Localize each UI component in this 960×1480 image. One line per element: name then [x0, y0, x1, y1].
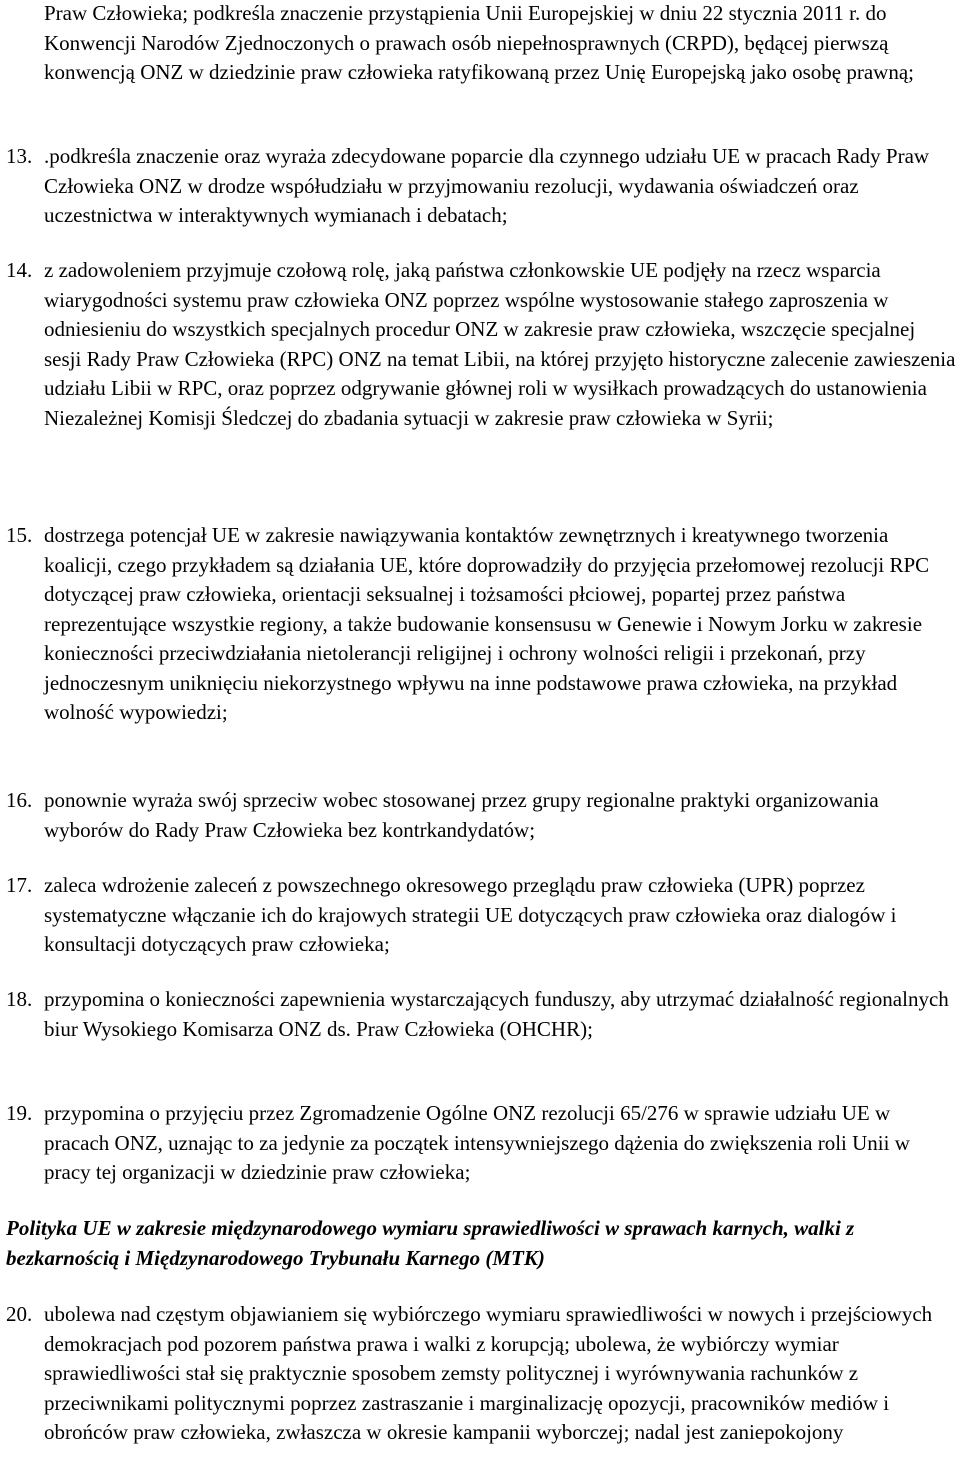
list-item-19: [6, 1099, 956, 1188]
list-item-17: [6, 871, 956, 960]
item-number: 14.: [6, 258, 33, 282]
item-number: 17.: [6, 873, 33, 897]
list-item-16: [6, 786, 956, 845]
section-heading: Polityka UE w zakresie międzynarodowego wymiaru sprawiedliwości w sprawach karnych, walki z bezkarnością i Międzynarodowego Trybunału Karnego (MTK): [6, 1216, 855, 1270]
item-number: 19.: [6, 1101, 33, 1125]
item-text: .podkreśla znaczenie oraz wyraża zdecydowane poparcie dla czynnego udziału UE w pracach Rady Praw Człowieka ONZ w drodze współudziału w przyjmowaniu rezolucji, wydawania oświadczeń oraz uczestnictwa w interaktywnych wymianach i debatach;: [44, 144, 930, 227]
item-text: ubolewa nad częstym objawianiem się wybiórczego wymiaru sprawiedliwości w nowych i przejściowych demokracjach pod pozorem państwa prawa i walki z korupcją; ubolewa, że wybiórczy wymiar sprawiedliwości stał się praktycznie sposobem zemsty politycznej i wyrównywania rachunków z przeciwnikami politycznymi poprzez zastraszanie i marginalizację opozycji, pracowników mediów i obrońców praw człowieka, zwłaszcza w okresie kampanii wyborczej; nadal jest zaniepokojony: [44, 1302, 933, 1444]
list-item-13: [6, 142, 956, 231]
item-text: dostrzega potencjał UE w zakresie nawiązywania kontaktów zewnętrznych i kreatywnego tworzenia koalicji, czego przykładem są działania UE, które doprowadziły do przyjęcia przełomowej rezolucji RPC dotyczącej praw człowieka, orientacji seksualnej i tożsamości płciowej, popartej przez państwa reprezentujące wszystkie regiony, a także budowanie konsensusu w Genewie i Nowym Jorku w zakresie konieczności przeciwdziałania nietolerancji religijnej i ochrony wolności religii i przekonań, przy jednoczesnym uniknięciu niekorzystnego wpływu na inne podstawowe prawa człowieka, na przykład wolność wypowiedzi;: [44, 523, 930, 724]
item-text: przypomina o konieczności zapewnienia wystarczających funduszy, aby utrzymać działalność regionalnych biur Wysokiego Komisarza ONZ ds. Praw Człowieka (OHCHR);: [44, 987, 949, 1041]
item-number: 18.: [6, 987, 33, 1011]
item-text: z zadowoleniem przyjmuje czołową rolę, jaką państwa członkowskie UE podjęły na rzecz wsparcia wiarygodności systemu praw człowieka ONZ poprzez wspólne wystosowanie stałego zaproszenia w odniesieniu do wszystkich specjalnych procedur ONZ w zakresie praw człowieka, wszczęcie specjalnej sesji Rady Praw Człowieka (RPC) ONZ na temat Libii, na której przyjęto historyczne zalecenie zawieszenia udziału Libii w RPC, oraz poprzez odgrywanie głównej roli w wysiłkach prowadzących do ustanowienia Niezależnej Komisji Śledczej do zbadania sytuacji w zakresie praw człowieka w Syrii;: [44, 258, 956, 430]
item-text: zaleca wdrożenie zaleceń z powszechnego okresowego przeglądu praw człowieka (UPR) poprzez systematyczne włączanie ich do krajowych strategii UE dotyczących praw człowieka oraz dialogów i konsultacji dotyczących praw człowieka;: [44, 873, 897, 956]
item-number: 20.: [6, 1302, 33, 1326]
list-item-15: [6, 521, 956, 728]
item-number: 16.: [6, 788, 33, 812]
list-item-20: [6, 1300, 956, 1448]
item-text: przypomina o przyjęciu przez Zgromadzenie Ogólne ONZ rezolucji 65/276 w sprawie udziału UE w pracach ONZ, uznając to za jedynie za początek intensywniejszego dążenia do zwiększenia roli Unii w pracy tej organizacji w dziedzinie praw człowieka;: [44, 1101, 910, 1184]
continued-paragraph: Praw Człowieka; podkreśla znaczenie przystąpienia Unii Europejskiej w dniu 22 stycznia 2011 r. do Konwencji Narodów Zjednoczonych o prawach osób niepełnosprawnych (CRPD), będącej pierwszą konwencją ONZ w dziedzinie praw człowieka ratyfikowaną przez Unię Europejską jako osobę prawną;: [44, 1, 914, 84]
list-item-14: [6, 256, 956, 433]
item-text: ponownie wyraża swój sprzeciw wobec stosowanej przez grupy regionalne praktyki organizowania wyborów do Rady Praw Człowieka bez kontrkandydatów;: [44, 788, 879, 842]
item-number: 15.: [6, 523, 33, 547]
list-item-18: [6, 985, 956, 1044]
item-number: 13.: [6, 144, 33, 168]
